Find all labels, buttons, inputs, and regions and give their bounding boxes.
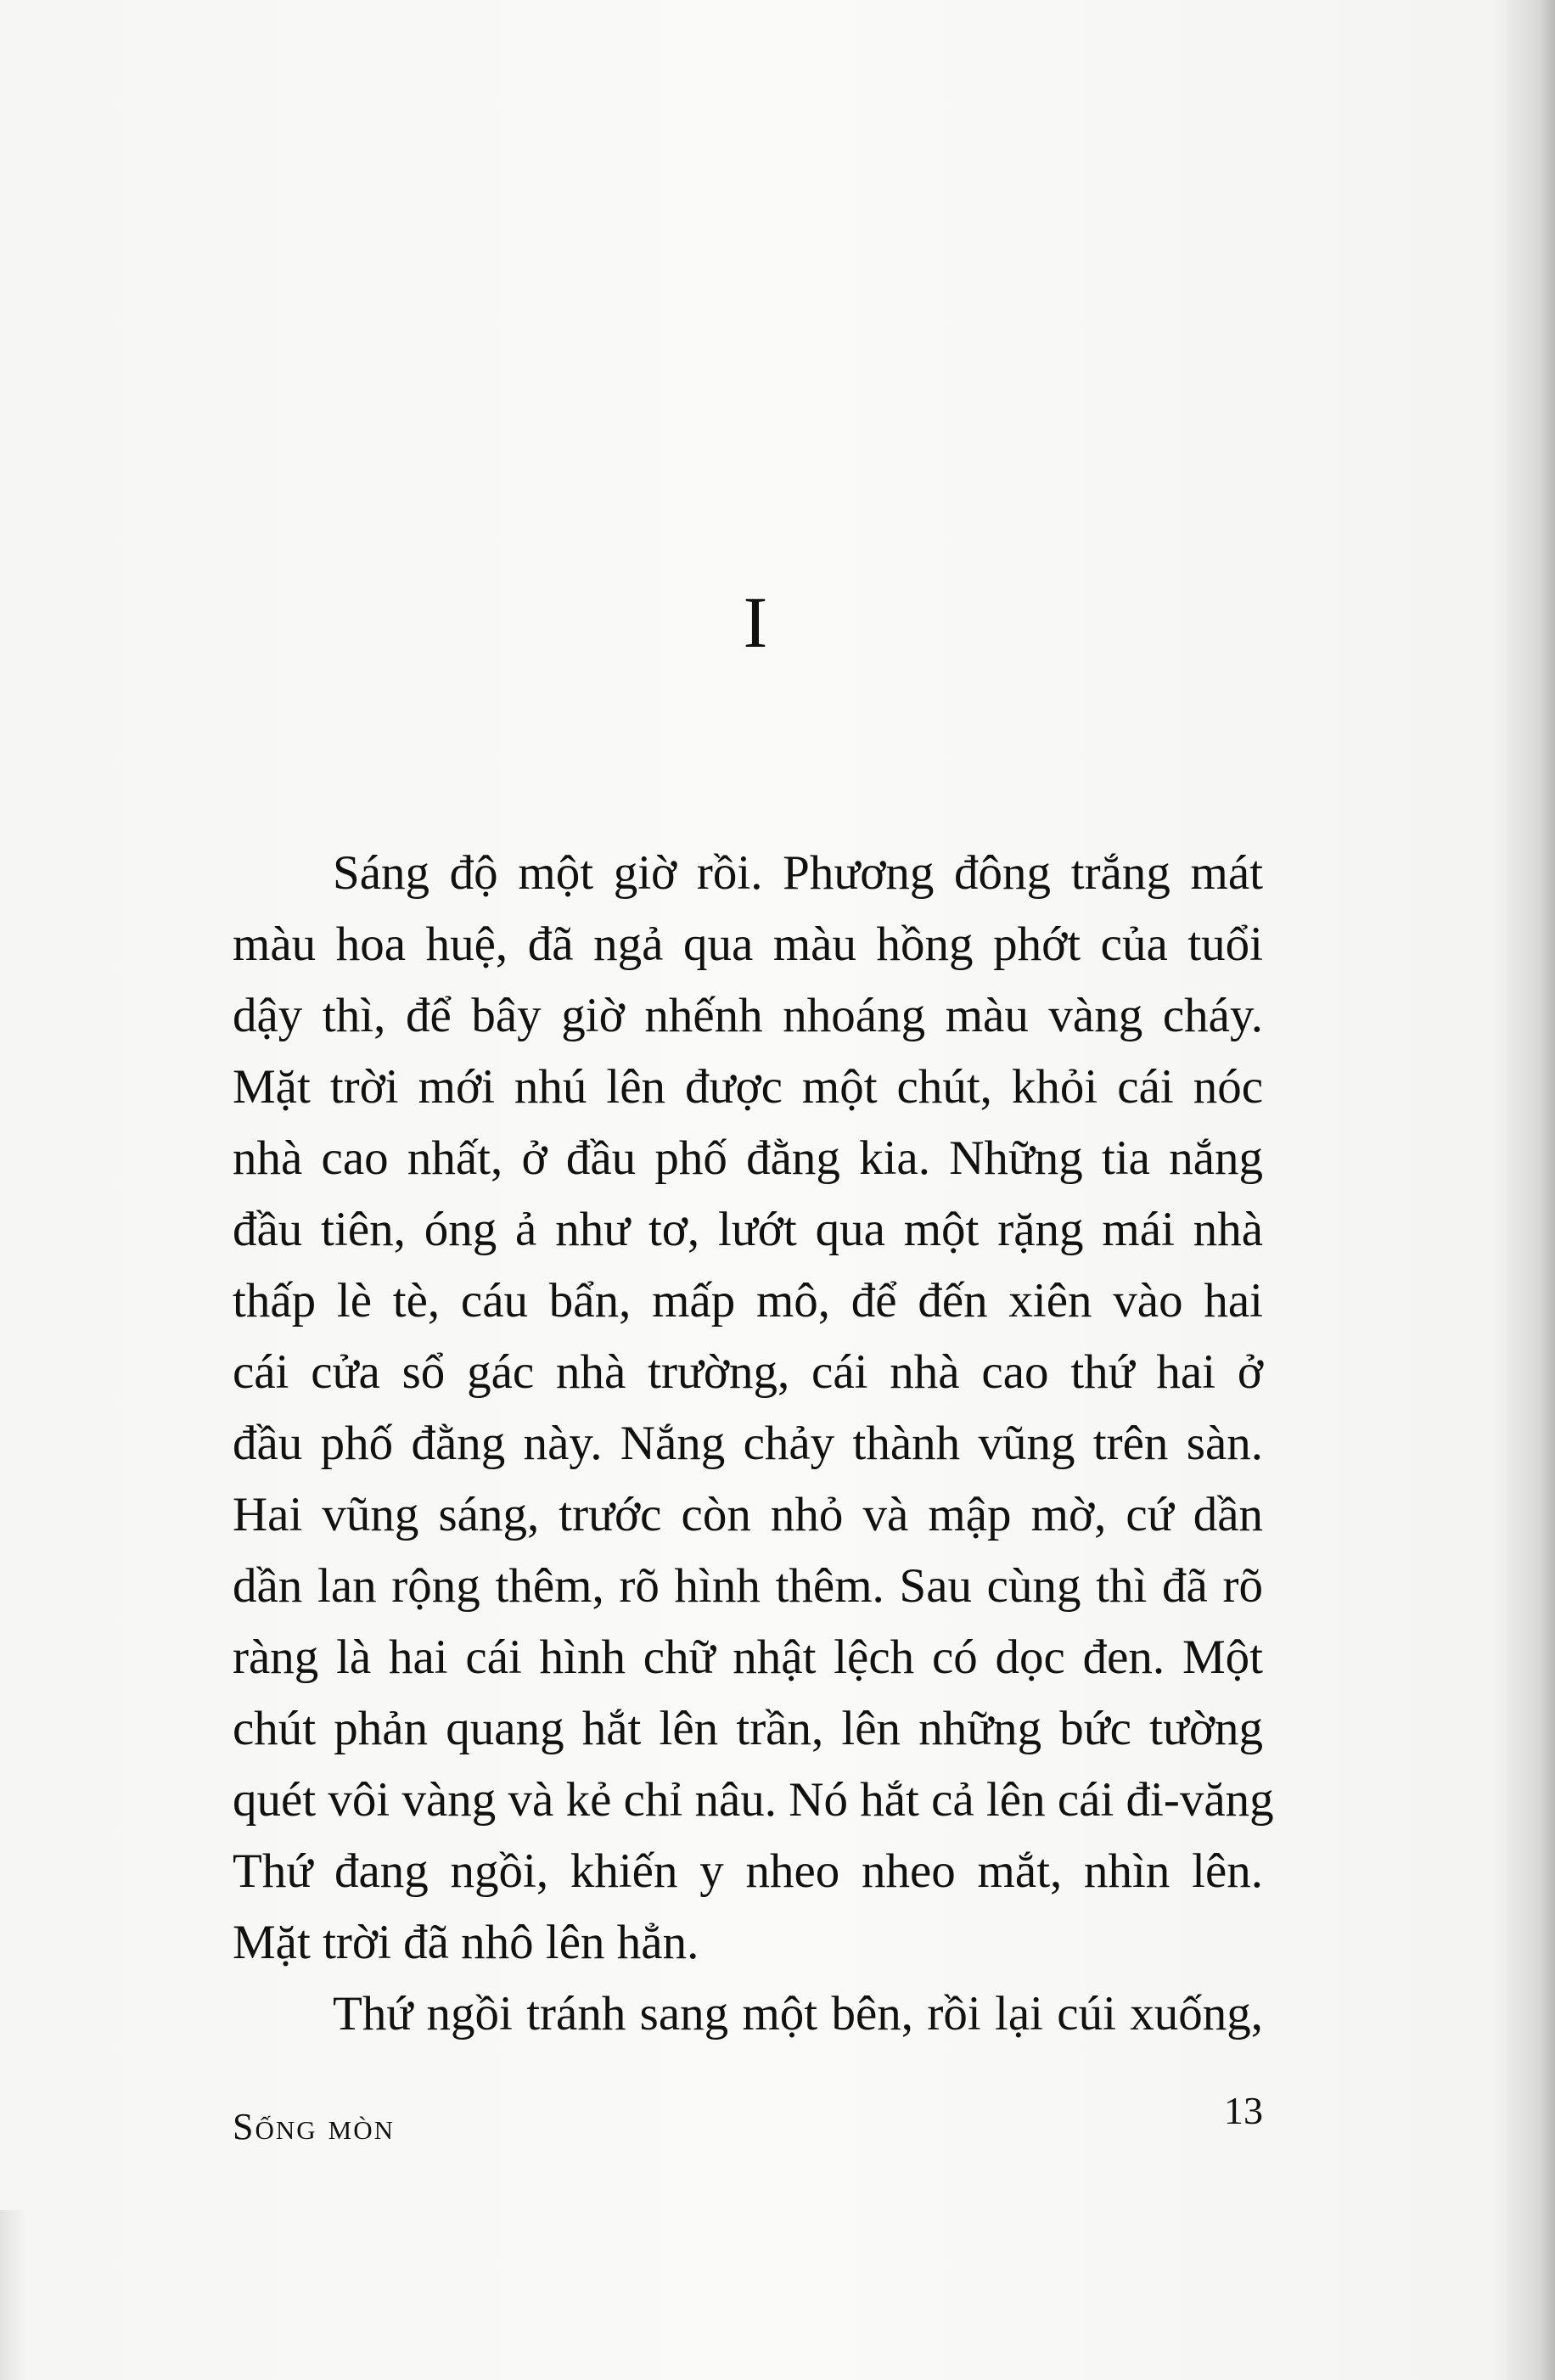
text-line: nhà cao nhất, ở đầu phố đằng kia. Những tia nắng <box>233 1131 1263 1185</box>
text-line: Sáng độ một giờ rồi. Phương đông trắng mát <box>333 846 1263 900</box>
text-line: cái cửa sổ gác nhà trường, cái nhà cao thứ hai ở <box>233 1345 1263 1399</box>
text-line: ràng là hai cái hình chữ nhật lệch có dọc đen. Một <box>233 1631 1263 1684</box>
scan-shadow <box>0 2210 25 2380</box>
body-text <box>233 838 1274 2050</box>
text-line: dần lan rộng thêm, rõ hình thêm. Sau cùng thì đã rõ <box>233 1559 1263 1613</box>
text-line: Thứ ngồi tránh sang một bên, rồi lại cúi xuống, <box>333 1987 1263 2040</box>
text-line: dậy thì, để bây giờ nhếnh nhoáng màu vàng cháy. <box>233 989 1263 1042</box>
text-line: Mặt trời đã nhô lên hẳn. <box>233 1916 699 1969</box>
text-line: Mặt trời mới nhú lên được một chút, khỏi cái nóc <box>233 1060 1263 1114</box>
text-line: Hai vũng sáng, trước còn nhỏ và mập mờ, cứ dần <box>233 1488 1263 1541</box>
text-line: quét vôi vàng và kẻ chỉ nâu. Nó hắt cả lên cái đi-văng <box>233 1773 1274 1827</box>
chapter-heading: I <box>743 581 768 663</box>
text-line: Thứ đang ngồi, khiến y nheo nheo mắt, nhìn lên. <box>233 1844 1263 1898</box>
running-footer-title: Sống mòn <box>233 2106 395 2147</box>
text-line: đầu tiên, óng ả như tơ, lướt qua một rặng mái nhà <box>233 1203 1263 1256</box>
text-line: màu hoa huệ, đã ngả qua màu hồng phớt của tuổi <box>233 918 1263 971</box>
text-line: chút phản quang hắt lên trần, lên những bức tường <box>233 1702 1263 1755</box>
text-line: thấp lè tè, cáu bẩn, mấp mô, để đến xiên vào hai <box>233 1274 1263 1328</box>
text-line: đầu phố đằng này. Nắng chảy thành vũng trên sàn. <box>233 1417 1263 1470</box>
page-number: 13 <box>1224 2089 1263 2132</box>
